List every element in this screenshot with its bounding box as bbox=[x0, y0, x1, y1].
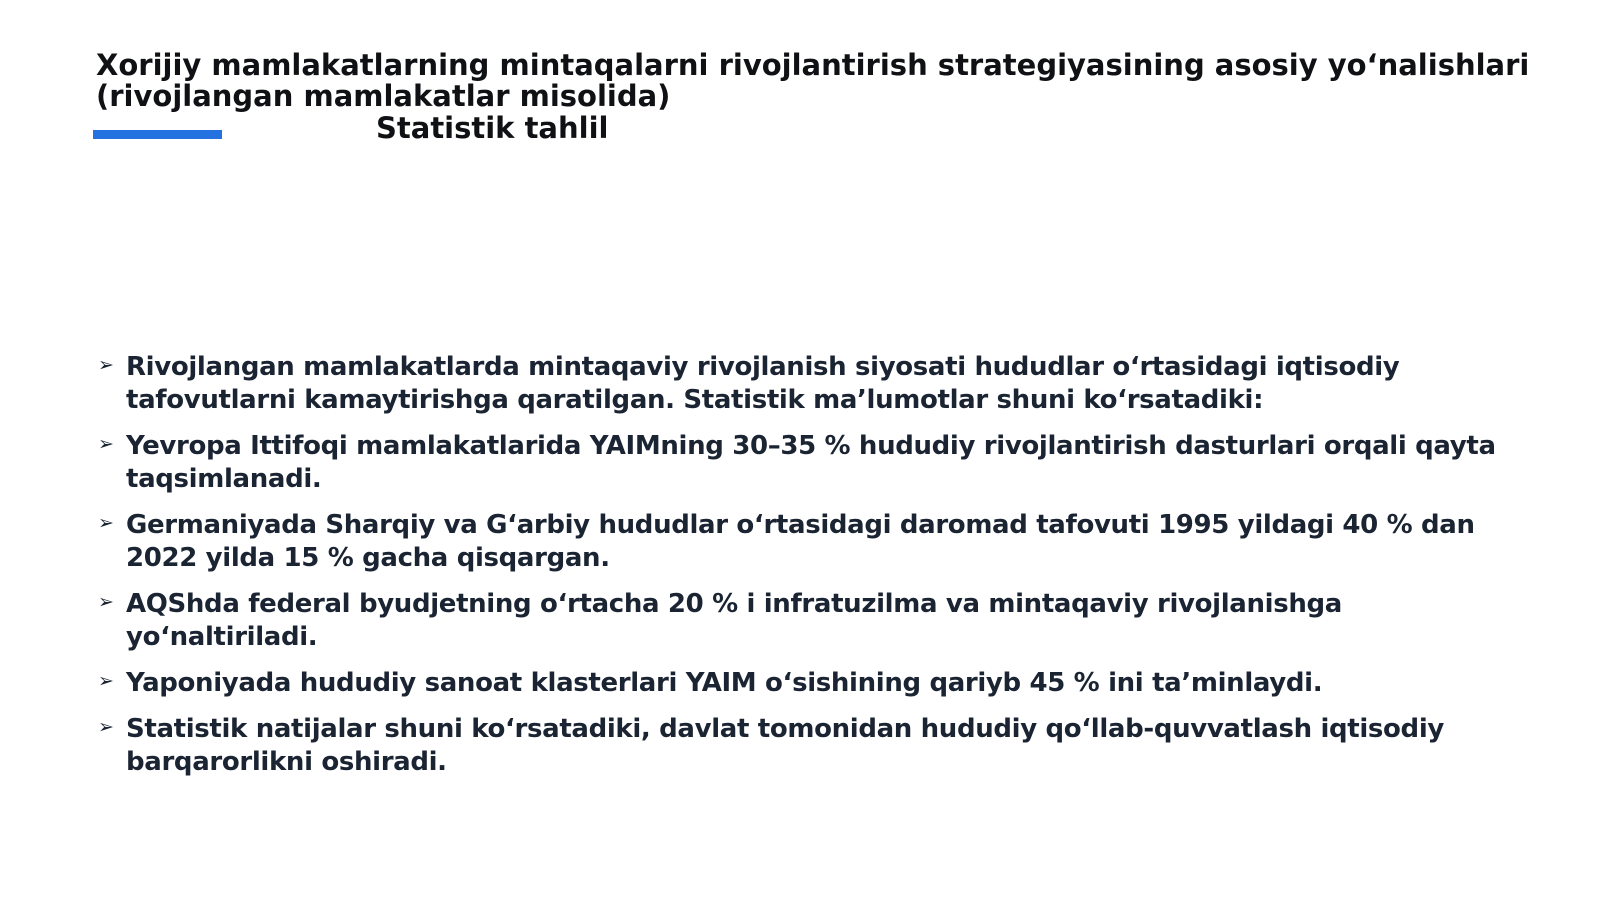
arrow-right-bullet-icon: ➢ bbox=[98, 433, 114, 455]
title-accent-bar bbox=[93, 130, 222, 139]
bullet-text: Yaponiyada hududiy sanoat klasterlari YAIM o‘sishining qariyb 45 % ini ta’minlaydi. bbox=[126, 668, 1323, 698]
bullet-item bbox=[98, 509, 1518, 575]
arrow-right-bullet-icon: ➢ bbox=[98, 512, 114, 534]
bullet-item bbox=[98, 351, 1518, 417]
arrow-right-bullet-icon: ➢ bbox=[98, 670, 114, 692]
slide-title bbox=[96, 50, 1536, 112]
bullet-item bbox=[98, 713, 1518, 779]
title-line-2: (rivojlangan mamlakatlar misolida) bbox=[96, 79, 671, 113]
title-line-1: Xorijiy mamlakatlarning mintaqalarni rivojlantirish strategiyasining asosiy yo‘nalishlari bbox=[96, 48, 1530, 82]
arrow-right-bullet-icon: ➢ bbox=[98, 591, 114, 613]
bullet-text: Statistik natijalar shuni ko‘rsatadiki, davlat tomonidan hududiy qo‘llab-quvvatlash iqtisodiy barqarorlikni oshiradi. bbox=[126, 714, 1444, 777]
bullet-item bbox=[98, 588, 1518, 654]
bullet-text: AQShda federal byudjetning o‘rtacha 20 % i infratuzilma va mintaqaviy rivojlanishga yo‘naltiriladi. bbox=[126, 589, 1342, 652]
bullet-item bbox=[98, 430, 1518, 496]
bullet-item bbox=[98, 667, 1518, 700]
bullet-list bbox=[98, 351, 1518, 792]
bullet-text: Germaniyada Sharqiy va G‘arbiy hududlar o‘rtasidagi daromad tafovuti 1995 yildagi 40 % dan 2022 yilda 15 % gacha qisqargan. bbox=[126, 510, 1475, 573]
bullet-text: Yevropa Ittifoqi mamlakatlarida YAIMning 30–35 % hududiy rivojlantirish dasturlari orqali qayta taqsimlanadi. bbox=[126, 431, 1496, 494]
arrow-right-bullet-icon: ➢ bbox=[98, 354, 114, 376]
arrow-right-bullet-icon: ➢ bbox=[98, 716, 114, 738]
slide-subtitle: Statistik tahlil bbox=[376, 111, 609, 145]
bullet-text: Rivojlangan mamlakatlarda mintaqaviy rivojlanish siyosati hududlar o‘rtasidagi iqtisodiy tafovutlarni kamaytirishga qaratilgan. Statistik ma’lumotlar shuni ko‘rsatadiki: bbox=[126, 352, 1400, 415]
